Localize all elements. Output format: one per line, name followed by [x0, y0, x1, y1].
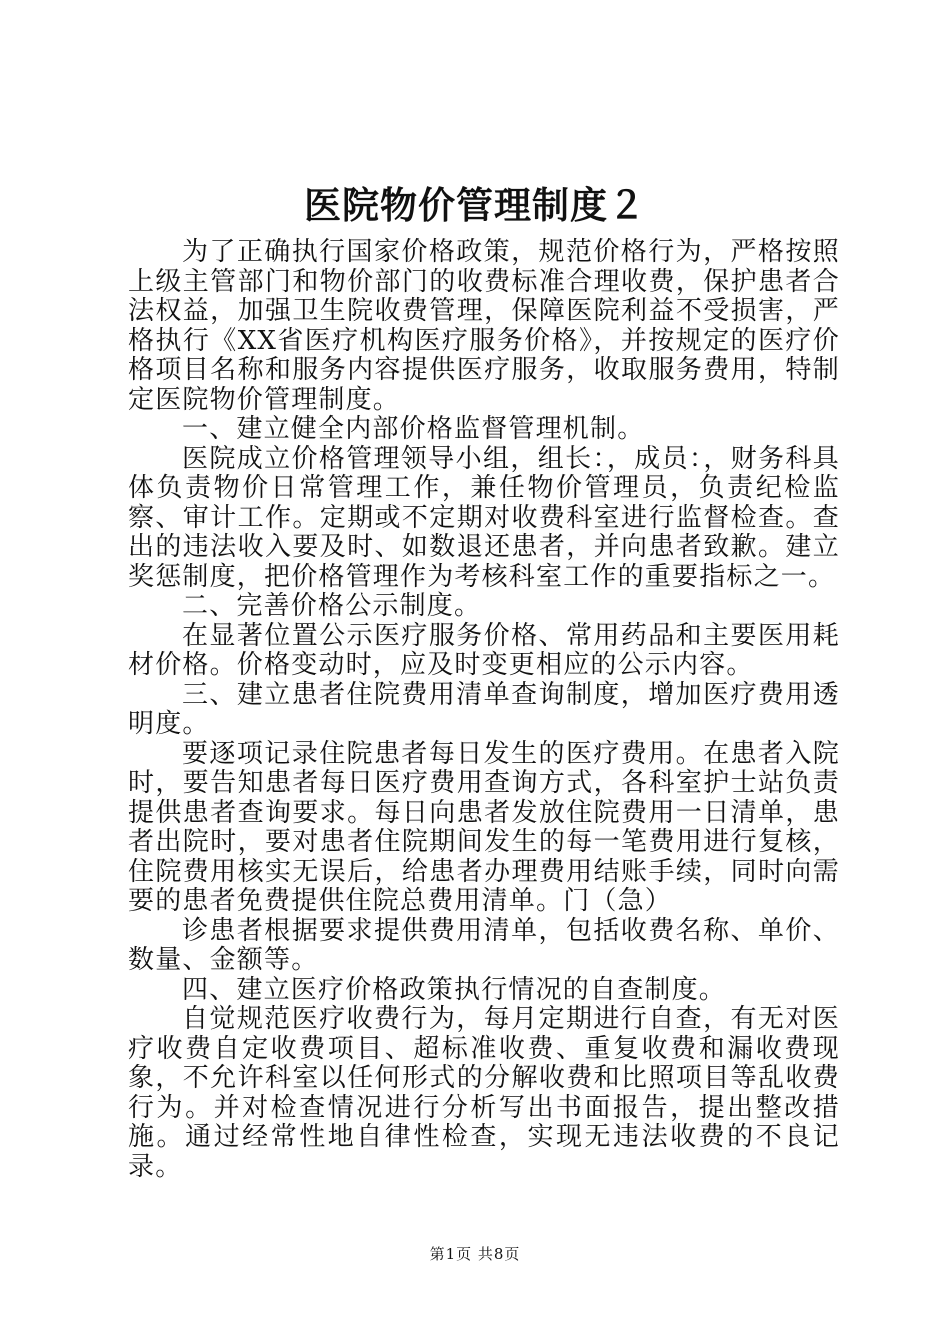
intro-paragraph: 为了正确执行国家价格政策，规范价格行为，严格按照上级主管部门和物价部门的收费标准合理收费，保护患者合法权益，加强卫生院收费管理，保障医院利益不受损害，严格执行《XX省医疗机构医疗服务价格》，并按规定的医疗价格项目名称和服务内容提供医疗服务，收取服务费用，特制定医院物价管理制度。 [128, 237, 840, 415]
section-paragraph-3a: 要逐项记录住院患者每日发生的医疗费用。在患者入院时，要告知患者每日医疗费用查询方式，各科室护士站负责提供患者查询要求。每日向患者发放住院费用一日清单，患者出院时，要对患者住院期间发生的每一笔费用进行复核，住院费用核实无误后，给患者办理费用结账手续，同时向需要的患者免费提供住院总费用清单。门（急） [128, 738, 840, 916]
page-number-footer: 第1页 共8页 [429, 1245, 521, 1263]
section-paragraph-1: 医院成立价格管理领导小组，组长：，成员：，财务科具体负责物价日常管理工作，兼任物价管理员，负责纪检监察、审计工作。定期或不定期对收费科室进行监督检查。查出的违法收入要及时、如数退还患者，并向患者致歉。建立奖惩制度，把价格管理作为考核科室工作的重要指标之一。 [128, 443, 840, 592]
section-heading-2: 二、完善价格公示制度。 [182, 591, 482, 621]
section-heading-3: 三、建立患者住院费用清单查询制度，增加医疗费用透明度。 [128, 679, 840, 739]
document-body [128, 238, 840, 1182]
section-paragraph-2: 在显著位置公示医疗服务价格、常用药品和主要医用耗材价格。价格变动时，应及时变更相应的公示内容。 [128, 620, 840, 680]
section-paragraph-4: 自觉规范医疗收费行为，每月定期进行自查，有无对医疗收费自定收费项目、超标准收费、重复收费和漏收费现象，不允许科室以任何形式的分解收费和比照项目等乱收费行为。并对检查情况进行分析写出书面报告，提出整改措施。通过经常性地自律性检查，实现无违法收费的不良记录。 [128, 1004, 840, 1182]
section-heading-4: 四、建立医疗价格政策执行情况的自查制度。 [182, 974, 727, 1005]
section-heading-1: 一、建立健全内部价格监督管理机制。 [182, 414, 645, 444]
document-title: 医院物价管理制度２ [304, 183, 646, 227]
section-paragraph-3b: 诊患者根据要求提供费用清单，包括收费名称、单价、数量、金额等。 [128, 915, 840, 975]
